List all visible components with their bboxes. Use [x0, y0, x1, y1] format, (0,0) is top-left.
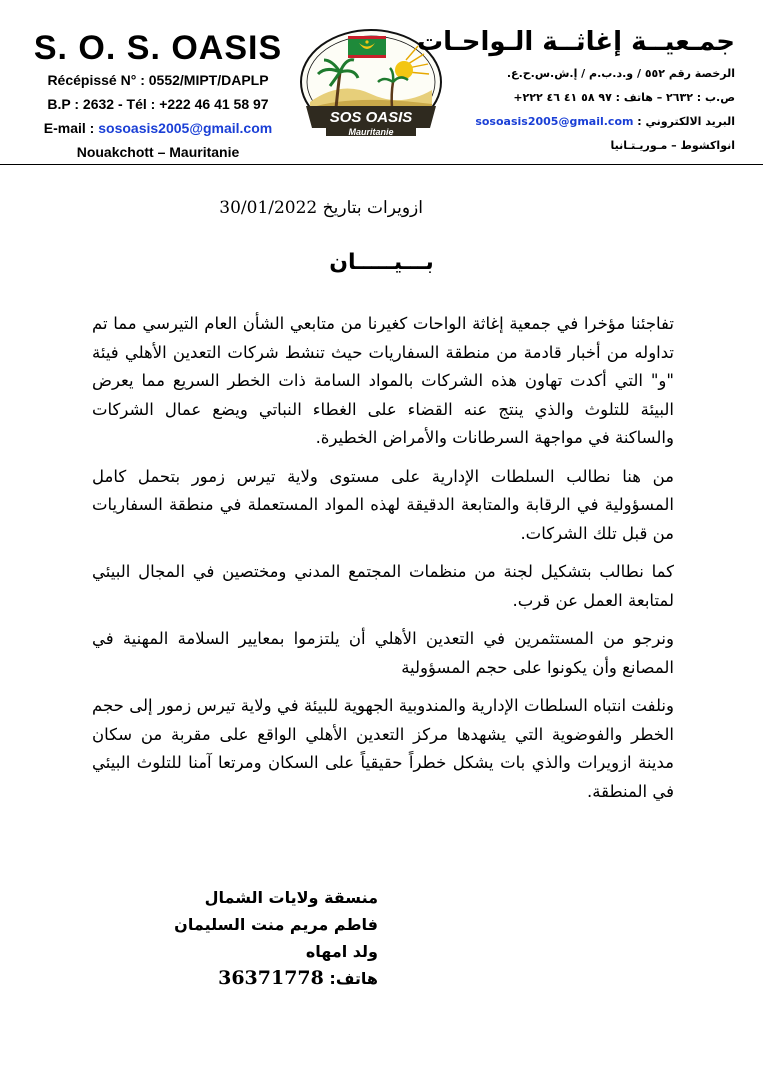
city-latin: Nouakchott – Mauritanie — [76, 144, 240, 160]
signatory-phone — [148, 965, 378, 992]
email-link-arabic[interactable]: sosoasis2005@gmail.com — [475, 115, 634, 128]
email-line-latin — [28, 116, 288, 140]
receipt-number: Récépissé N° : 0552/MIPT/DAPLP — [47, 72, 269, 88]
header-french-block — [28, 28, 288, 164]
statement-body — [92, 310, 674, 816]
email-line-arabic — [455, 110, 735, 134]
logo-text-main: SOS OASIS — [329, 109, 413, 126]
paragraph: ونلفت انتباه السلطات الإدارية والمندوبية الجهوية للبيئة في ولاية تيرس زمور إلى حجم الخطر والفوضوية التي يشهدها مركز التعدين الأهلي الواقع على مقربة من سكان مدينة ازويرات والذي بات يشكل خطراً حقيقياً على السكان ومرتعا آمنا للتلوث البيئي في المنطقة. — [92, 696, 674, 801]
date-line: ازويرات بتاريخ 30/01/2022 — [219, 198, 423, 218]
email-label-latin: E-mail : — [43, 120, 99, 136]
signatory-name: فاطم مريم منت السليمان ولد امهاه — [174, 915, 378, 961]
paragraph: كما نطالب بتشكيل لجنة من منظمات المجتمع المدني ومختصين في المجال البيئي لمتابعة العمل عن قرب. — [92, 562, 674, 610]
postal-box-phone-latin: B.P : 2632 - Tél : +222 46 41 58 97 — [47, 96, 269, 112]
paragraph: من هنا نطالب السلطات الإدارية على مستوى ولاية تيرس زمور بتحمل كامل المسؤولية في الرقابة والمتابعة الدقيقة لهذه المواد المستعملة في منطقة السفاريات من قبل تلك الشركات. — [92, 466, 674, 543]
header-arabic-block — [416, 22, 735, 158]
signatory-title: منسقة ولايات الشمال — [204, 888, 378, 907]
email-link-latin[interactable]: sosoasis2005@gmail.com — [98, 120, 273, 136]
org-name-latin: S. O. S. OASIS — [33, 29, 283, 67]
org-name-arabic: جمـعيــة إغاثــة الـواحـات — [416, 27, 735, 57]
document-title: بـــيـــــان — [329, 250, 434, 275]
phone-label: هاتف: — [323, 969, 378, 988]
signature-block — [148, 884, 378, 992]
header-divider — [0, 164, 763, 165]
license-number-arabic: الرخصة رقم ٥٥٢ / و.د.ب.م / إ.ش.س.ح.ع. — [506, 67, 735, 80]
email-label-arabic: البريد الالكتروني : — [633, 115, 735, 128]
phone-number: 36371778 — [218, 967, 324, 989]
postal-box-phone-arabic: ص.ب : ٢٦٣٢ – هاتف : ٩٧ ٥٨ ٤١ ٤٦ ٢٢٢+ — [513, 91, 735, 104]
city-arabic: انواكشوط – مـوريـتـانيا — [610, 139, 735, 152]
logo-text-sub: Mauritanie — [348, 127, 394, 137]
paragraph: ونرجو من المستثمرين في التعدين الأهلي أن يلتزموا بمعايير السلامة المهنية في المصانع وأن يكونوا على حجم المسؤولية — [92, 629, 674, 677]
paragraph: تفاجئنا مؤخرا في جمعية إغاثة الواحات كغيرنا من متابعي الشأن العام التيرسي مما تم تداوله من أخبار قادمة من منطقة السفاريات حيث تنشط شركات التعدين الأهلي فيئة "و" التي أكدت تهاون هذه الشركات بالمواد السامة ذات الخطر السريع مما يعرض البيئة للتلوث والذي ينتج عنه القضاء على الغطاء النباتي ويضع عمال الشركات والساكنة في مواجهة السرطانات والأمراض الخطيرة. — [92, 314, 674, 447]
